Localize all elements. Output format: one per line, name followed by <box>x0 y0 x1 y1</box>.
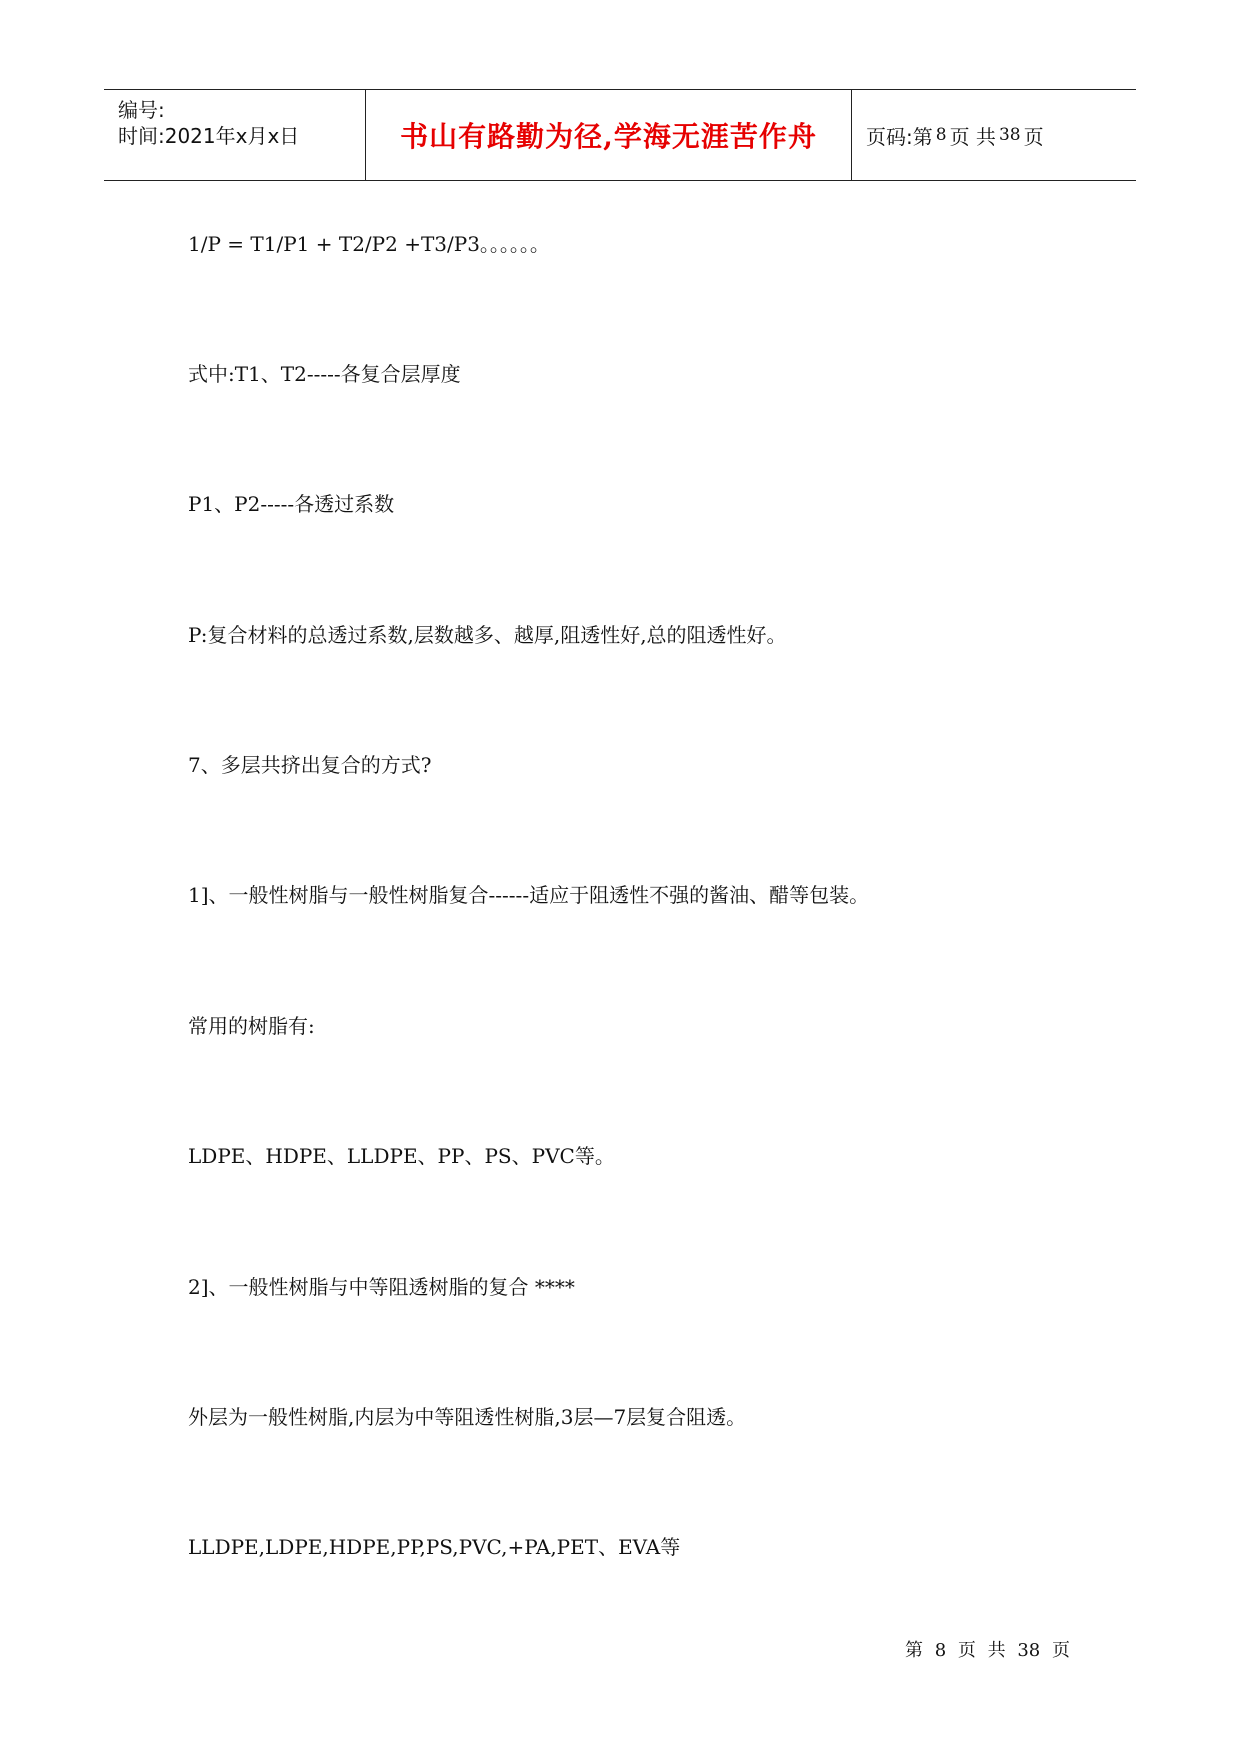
section-heading-coextrusion: 7、多层共挤出复合的方式? <box>188 753 432 777</box>
method-2: 2]、一般性树脂与中等阻透树脂的复合 **** <box>188 1275 575 1299</box>
page-footer: 第 8 页 共 38 页 <box>905 1640 1070 1661</box>
formula-definition-total: P:复合材料的总透过系数,层数越多、越厚,阻透性好,总的阻透性好。 <box>188 623 787 647</box>
method-2-description: 外层为一般性树脂,内层为中等阻透性树脂,3层—7层复合阻透。 <box>188 1405 747 1429</box>
time-label: 时间:2021年x月x日 <box>118 124 300 148</box>
page-suffix: 页 <box>1023 124 1044 149</box>
common-resins-list: LDPE、HDPE、LLDPE、PP、PS、PVC等。 <box>188 1144 615 1168</box>
method-1: 1]、一般性树脂与一般性树脂复合------适应于阻透性不强的酱油、醋等包装。 <box>188 883 870 907</box>
page-prefix: 页码:第 <box>866 124 933 149</box>
header-page-number <box>852 90 1136 180</box>
formula-line: 1/P = T1/P1 + T2/P2 +T3/P3。。。。。。 <box>188 232 550 256</box>
page-total: 38 <box>998 125 1021 145</box>
method-2-resins: LLDPE,LDPE,HDPE,PP,PS,PVC,+PA,PET、EVA等 <box>188 1535 681 1559</box>
formula-definition-thickness: 式中:T1、T2-----各复合层厚度 <box>188 362 461 386</box>
page-header <box>104 89 1136 181</box>
header-meta-cell <box>104 90 366 180</box>
formula-definition-coefficients: P1、P2-----各透过系数 <box>188 492 395 516</box>
page-current: 8 <box>935 125 947 145</box>
header-motto: 书山有路勤为径,学海无涯苦作舟 <box>366 90 852 180</box>
code-label: 编号: <box>118 98 165 122</box>
common-resins-label: 常用的树脂有: <box>188 1014 315 1038</box>
page-mid: 页 共 <box>949 124 996 149</box>
